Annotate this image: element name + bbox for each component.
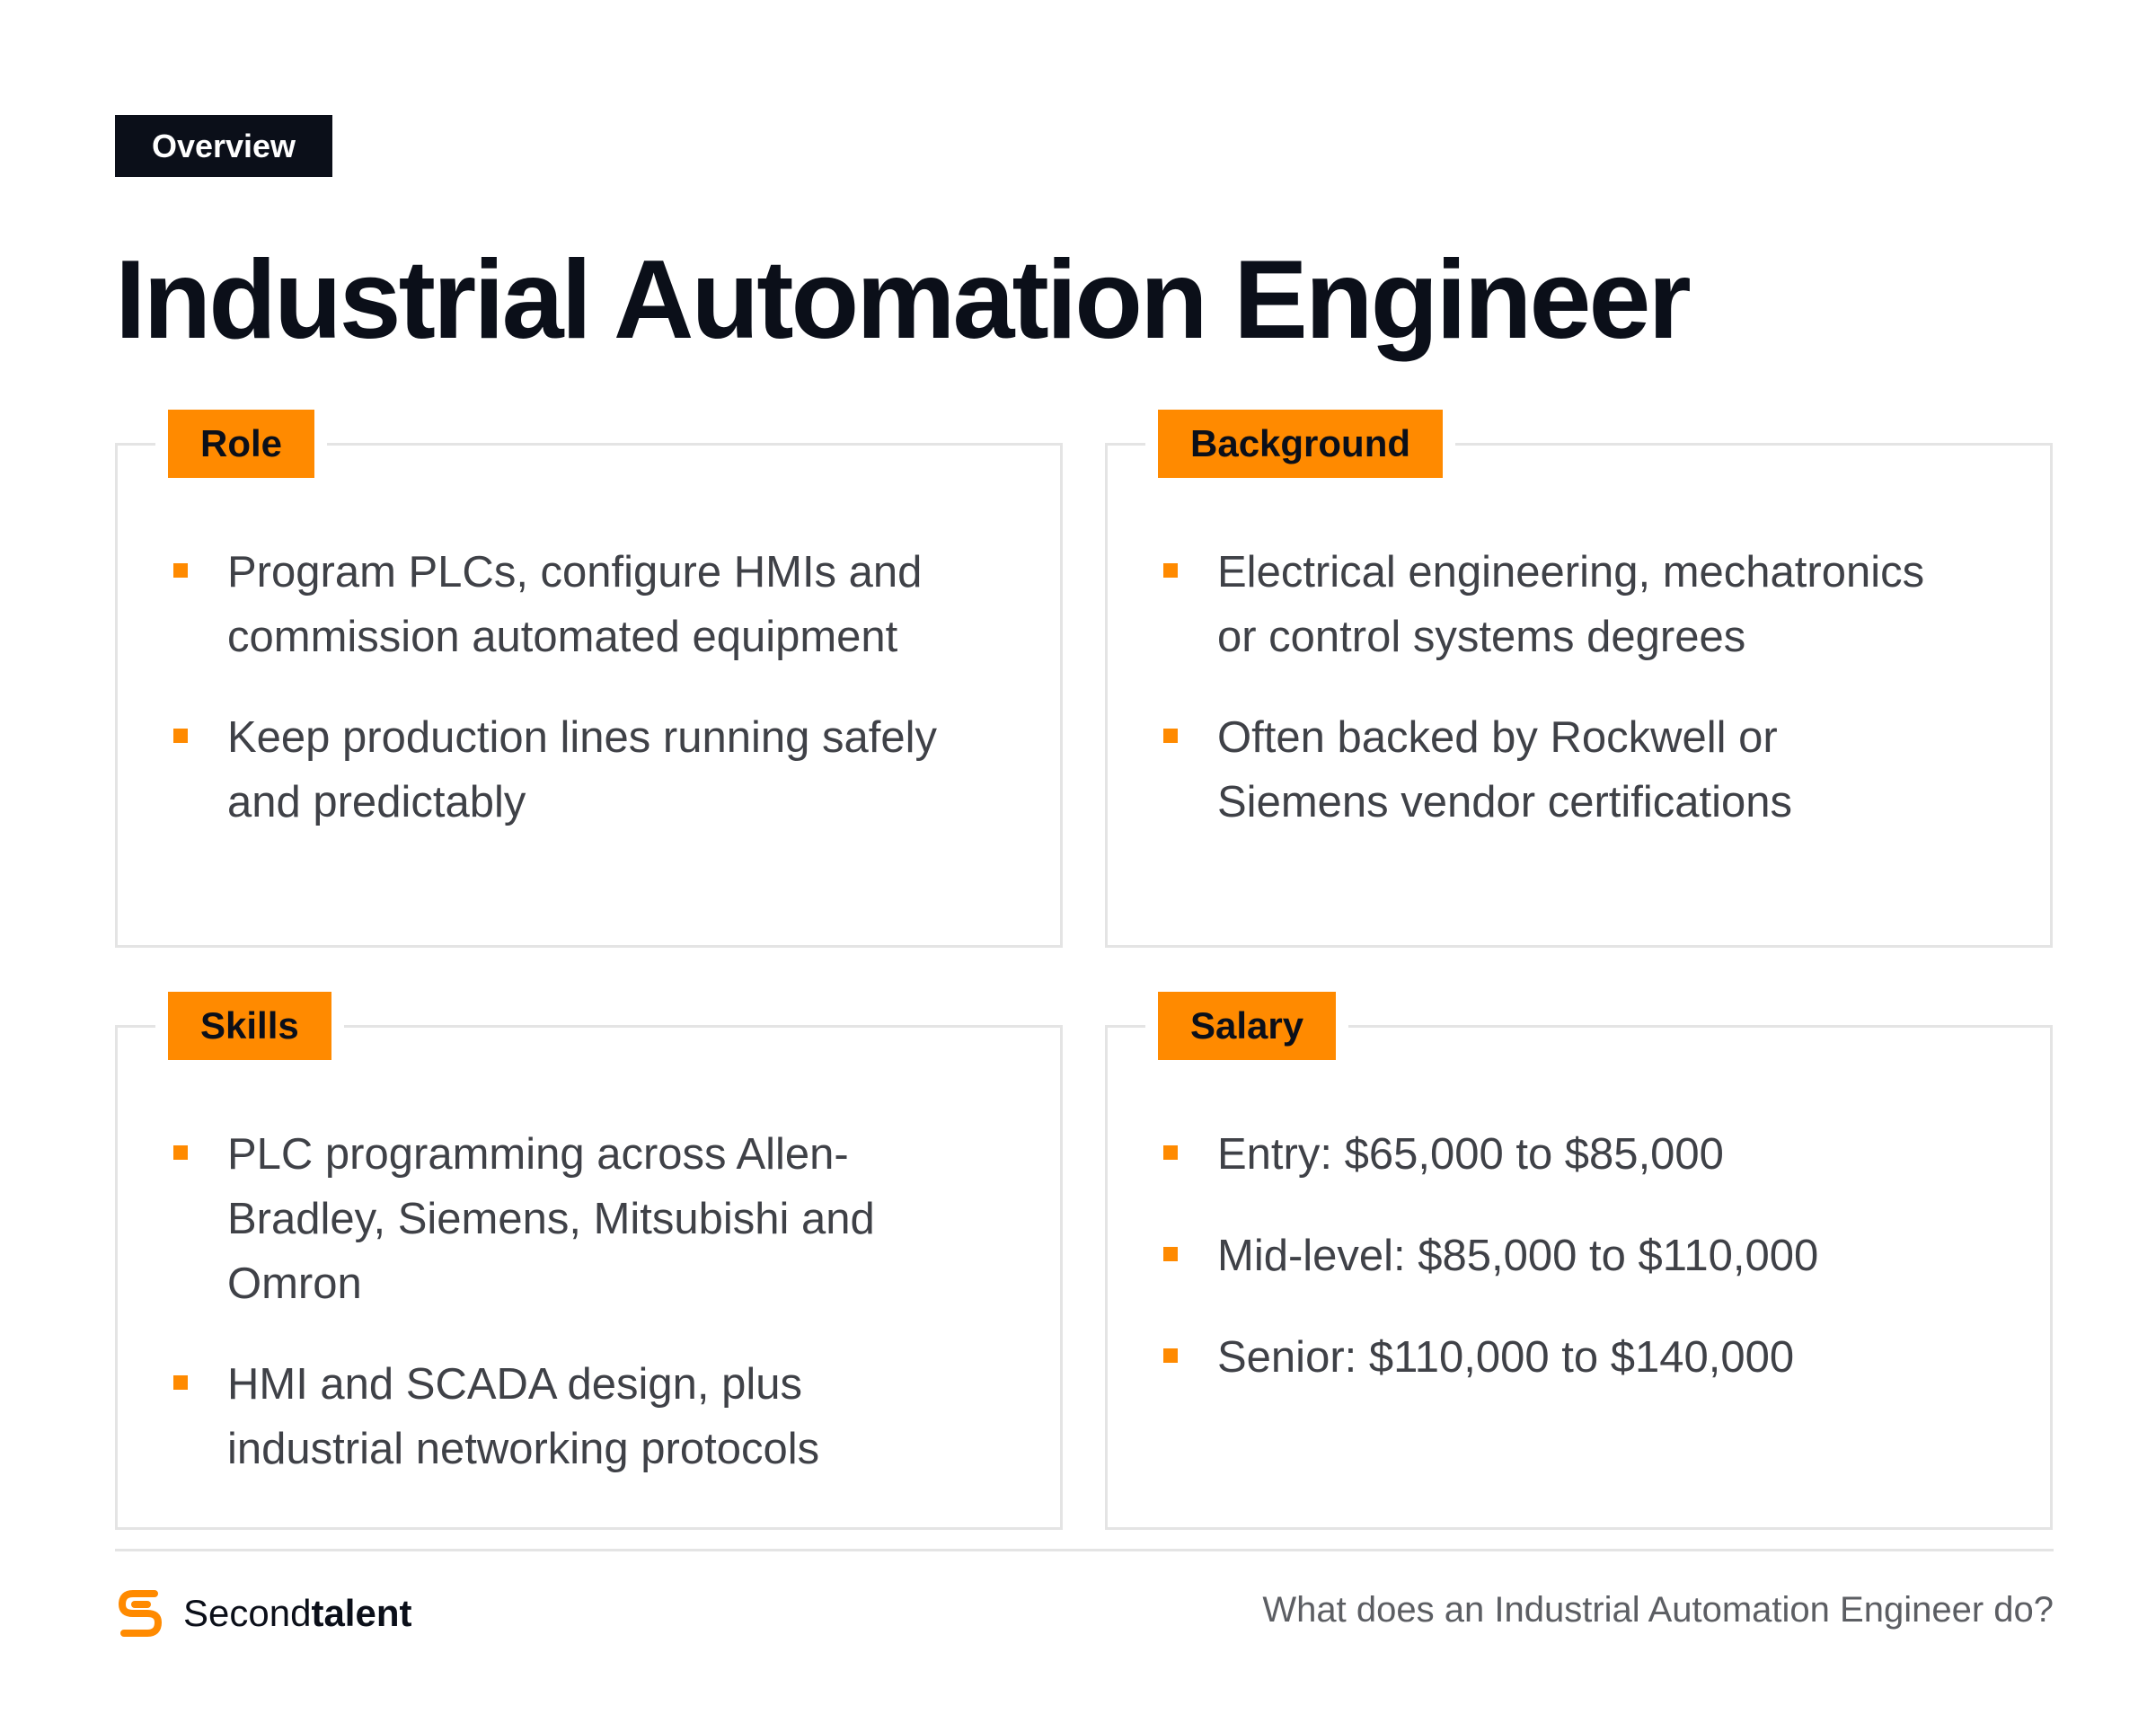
bullet-icon bbox=[1163, 563, 1178, 578]
skills-card bbox=[115, 1004, 1063, 1530]
list-item: Mid-level: $85,000 to $110,000 bbox=[1162, 1224, 1970, 1288]
bullet-icon bbox=[173, 729, 188, 743]
bullet-icon bbox=[173, 563, 188, 578]
overview-tag: Overview bbox=[115, 115, 332, 177]
list-item: Program PLCs, configure HMIs and commission automated equipment bbox=[172, 540, 962, 669]
list-item: HMI and SCADA design, plus industrial networking protocols bbox=[172, 1352, 962, 1481]
bullet-icon bbox=[173, 1375, 188, 1390]
bullet-icon bbox=[1163, 1247, 1178, 1261]
footer-caption: What does an Industrial Automation Engineer do? bbox=[1262, 1590, 2054, 1630]
bullet-icon bbox=[1163, 1145, 1178, 1160]
footer-divider bbox=[115, 1549, 2054, 1551]
list-item: Often backed by Rockwell or Siemens vendor certifications bbox=[1162, 705, 1952, 835]
salary-list bbox=[1162, 1122, 1970, 1427]
skills-list bbox=[172, 1122, 962, 1517]
skills-tag: Skills bbox=[168, 992, 331, 1060]
background-list bbox=[1162, 540, 1952, 870]
salary-tag: Salary bbox=[1158, 992, 1336, 1060]
bullet-icon bbox=[1163, 729, 1178, 743]
list-item: Electrical engineering, mechatronics or control systems degrees bbox=[1162, 540, 1952, 669]
list-item: Entry: $65,000 to $85,000 bbox=[1162, 1122, 1970, 1187]
role-tag: Role bbox=[168, 410, 314, 478]
background-tag: Background bbox=[1158, 410, 1443, 478]
bullet-icon bbox=[1163, 1348, 1178, 1363]
page-title: Industrial Automation Engineer bbox=[115, 238, 1689, 362]
role-list bbox=[172, 540, 962, 870]
bullet-icon bbox=[173, 1145, 188, 1160]
brand-logo bbox=[115, 1586, 411, 1640]
list-item: Senior: $110,000 to $140,000 bbox=[1162, 1325, 1970, 1390]
list-item: PLC programming across Allen-Bradley, Siemens, Mitsubishi and Omron bbox=[172, 1122, 962, 1316]
background-card bbox=[1105, 422, 2053, 948]
secondtalent-logo-icon bbox=[115, 1586, 165, 1640]
role-card bbox=[115, 422, 1063, 948]
list-item: Keep production lines running safely and predictably bbox=[172, 705, 962, 835]
brand-name: Secondtalent bbox=[183, 1592, 412, 1634]
salary-card bbox=[1105, 1004, 2053, 1530]
